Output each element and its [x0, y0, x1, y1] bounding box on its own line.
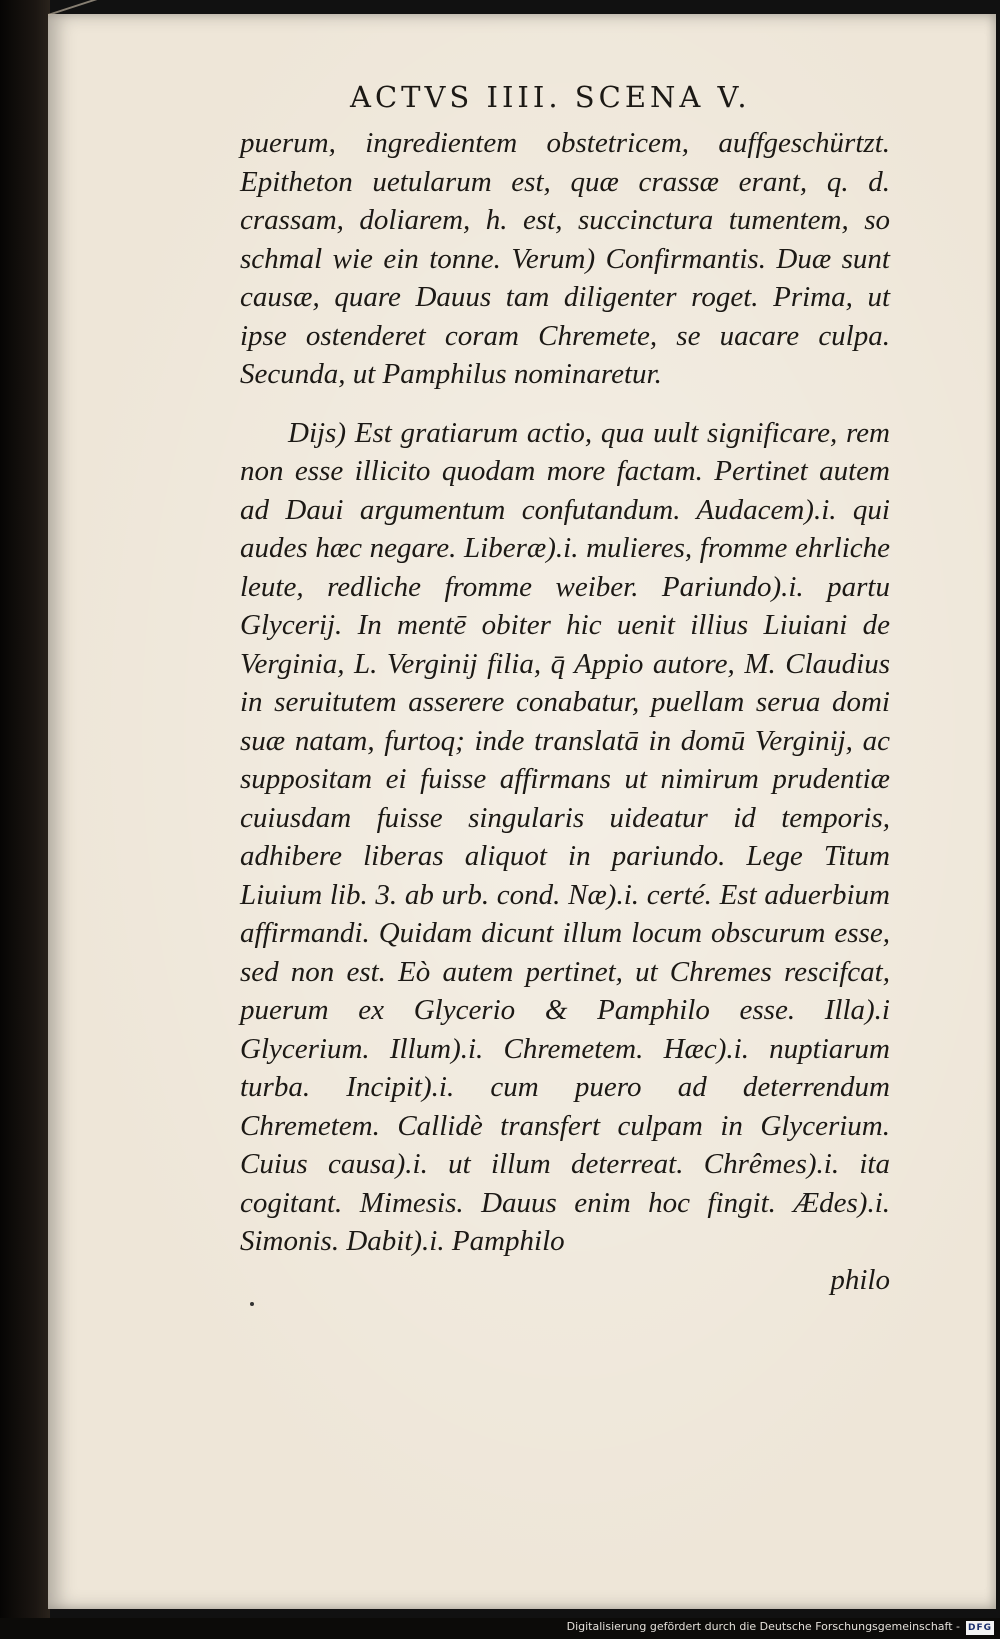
running-head: ACTVS IIII. SCENA V. — [350, 80, 751, 114]
commentary-paragraph-2: Dijs) Est gratiarum actio, qua uult significare, rem non esse illicito quodam more factam. Pertinet autem ad Daui argumentum confutandum. Audacem).i. qui audes hæc negare. Liberæ).i. mulieres, fromme ehrliche leute, redliche fromme weiber. Pariundo).i. partu Glycerij. In mentē obiter hic uenit illius Liuiani de Verginia, L. Verginij filia, q̄ Appio autore, M. Claudius in seruitutem asserere conabatur, puellam serua domi suæ natam, furtoq; inde translatā in domū Verginij, ac suppositam ei fuisse affirmans ut nimirum prudentiæ cuiusdam fuisse singularis uideatur id temporis, adhibere liberas aliquot in pariundo. Lege Titum Liuium lib. 3. ab urb. cond. Næ).i. certé. Est aduerbium affirmandi. Quidam dicunt illum locum obscurum esse, sed non est. Eò autem pertinet, ut Chremes rescifcat, puerum ex Glycerio & Pamphilo esse. Illa).i Glycerium. Illum).i. Chremetem. Hæc).i. nuptiarum turba. Incipit).i. cum puero ad deterrendum Chremetem. Callidè transfert culpam in Glycerium. Cuius causa).i. ut illum deterreat. Chrêmes).i. ita cogitant. Mimesis. Dauus enim hoc fingit. Ædes).i. Simonis. Dabit).i. Pamphilo — [240, 416, 890, 1257]
digitization-footer — [0, 1618, 1000, 1639]
catchword: philo — [830, 1263, 890, 1296]
commentary-paragraph-1: puerum, ingredientem obstetricem, auffgeschürtzt. Epitheton uetularum est, quæ crassæ erant, q. d. crassam, doliarem, h. est, succinctura tumentem, so schmal wie ein tonne. Verum) Confirmantis. Duæ sunt causæ, quare Dauus tam diligenter roget. Prima, ut ipse ostenderet coram Chremete, se uacare culpa. Secunda, ut Pamphilus nominaretur. — [240, 127, 890, 390]
funding-credit: Digitalisierung gefördert durch die Deutsche Forschungsgemeinschaft - — [566, 1620, 960, 1633]
dfg-logo: DFG — [967, 1623, 992, 1633]
page-corner-fold — [48, 0, 108, 56]
page-body — [240, 124, 890, 1299]
book-spine-shadow — [0, 0, 50, 1639]
ink-speck — [250, 1302, 254, 1306]
